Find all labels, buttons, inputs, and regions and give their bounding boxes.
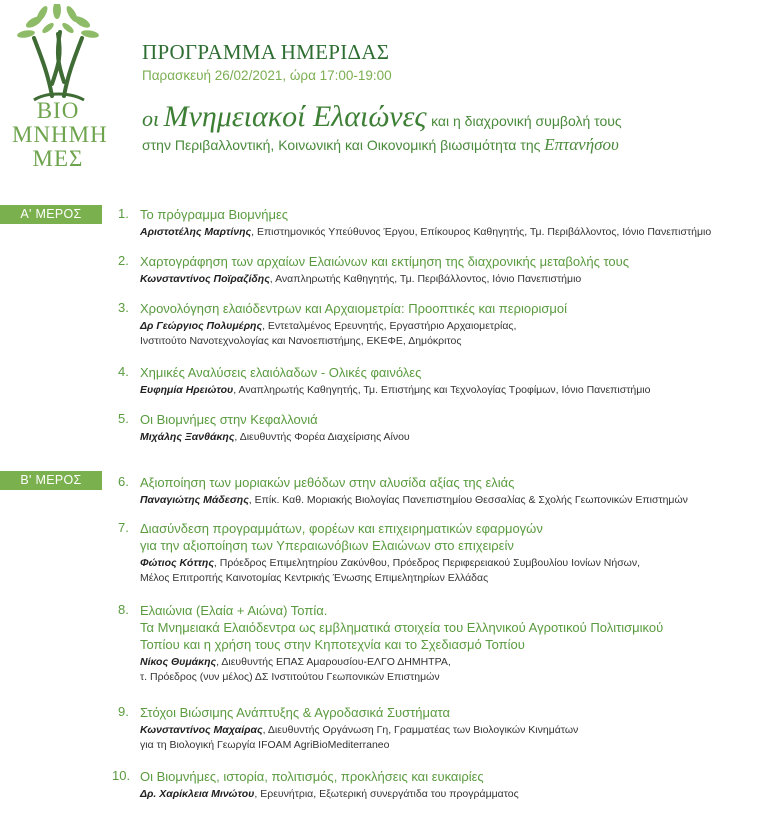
item-speaker: Κωνσταντίνος Μαχαίρας, Διευθυντής Οργάνωση Γη, Γραμματέας των Βιολογικών Κινημάτων για τη Βιολογική Γεωργία IFOAM AgriBioMediterraneo (140, 724, 579, 751)
speaker-role: Διευθυντής ΕΠΑΣ Αμαρουσίου-ΕΛΓΟ ΔΗΜΗΤΡΑ, (221, 656, 451, 668)
speaker-name: Παναγιώτης Μάδεσης (140, 494, 249, 506)
program-item-4 (118, 364, 758, 398)
speaker-role-2: Ινστιτούτο Νανοτεχνολογίας και Νανοεπιστήμης, ΕΚΕΦΕ, Δημόκριτος (140, 335, 462, 347)
speaker-name: Κωνσταντίνος Ποϊραζίδης (140, 273, 270, 285)
speaker-role: Αναπληρωτής Καθηγητής, Τμ. Περιβάλλοντος, Ιόνιο Πανεπιστήμιο (275, 273, 582, 285)
theme-oi: οι (142, 106, 160, 131)
theme-big: Μνημειακοί Ελαιώνες (163, 100, 427, 133)
speaker-role: Επίκ. Καθ. Μοριακής Βιολογίας Πανεπιστημίου Θεσσαλίας & Σχολής Γεωπονικών Επιστημών (254, 494, 688, 506)
item-title: Αξιοποίηση των μοριακών μεθόδων στην αλυσίδα αξίας της ελιάς (140, 475, 515, 490)
item-speaker: Μιχάλης Ξανθάκης, Διευθυντής Φορέα Διαχείρισης Αίνου (140, 431, 410, 443)
item-title: Στόχοι Βιώσιμης Ανάπτυξης & Αγροδασικά Συστήματα (140, 705, 450, 720)
program-item-6 (118, 474, 758, 508)
biomnimes-logo (12, 4, 108, 174)
item-speaker: Ευφημία Ηρειώτου, Αναπληρωτής Καθηγητής, Τμ. Επιστήμης και Τεχνολογίας Τροφίμων, Ιόνιο Πανεπιστήμιο (140, 384, 651, 396)
logo-word-1: ΒΙΟ (36, 98, 80, 123)
item-number: 5. (118, 411, 129, 426)
speaker-role: Επιστημονικός Υπεύθυνος Έργου, Επίκουρος Καθηγητής, Τμ. Περιβάλλοντος, Ιόνιο Πανεπιστήμιο (256, 226, 712, 238)
event-date: Παρασκευή 26/02/2021, ώρα 17:00-19:00 (142, 68, 392, 83)
part-a-tag: Α' ΜΕΡΟΣ (0, 205, 102, 224)
item-number: 3. (118, 300, 129, 315)
item-title: Χαρτογράφηση των αρχαίων Ελαιώνων και εκτίμηση της διαχρονικής μεταβολής τους (140, 254, 630, 269)
logo-word-2: ΜΝΗΜΗ (12, 122, 108, 147)
program-item-2 (118, 253, 758, 287)
item-speaker: Κωνσταντίνος Ποϊραζίδης, Αναπληρωτής Καθηγητής, Τμ. Περιβάλλοντος, Ιόνιο Πανεπιστήμιο (140, 273, 582, 285)
page-title: ΠΡΟΓΡΑΜΜΑ ΗΜΕΡΙΔΑΣ (142, 40, 390, 64)
speaker-role-2: τ. Πρόεδρος (νυν μέλος) ΔΣ Ινστιτούτου Γεωπονικών Επιστημών (140, 671, 440, 683)
speaker-role: Ερευνήτρια, Εξωτερική συνεργάτιδα του προγράμματος (260, 788, 519, 800)
speaker-name: Δρ Γεώργιος Πολυμέρης (140, 320, 263, 332)
event-theme (142, 100, 762, 155)
theme-place: Επτανήσου (544, 135, 619, 154)
program-item-7 (118, 520, 758, 586)
item-speaker: Δρ Γεώργιος Πολυμέρης, Εντεταλμένος Ερευνητής, Εργαστήριο Αρχαιομετρίας, Ινστιτούτο Νανοτεχνολογίας και Νανοεπιστήμης, ΕΚΕΦΕ, Δημόκριτος (140, 320, 517, 347)
program-item-9 (118, 704, 758, 753)
item-speaker: Δρ. Χαρίκλεια Μινώτου, Ερευνήτρια, Εξωτερική συνεργάτιδα του προγράμματος (140, 788, 519, 800)
speaker-role-2: Μέλος Επιτροπής Καινοτομίας Κεντρικής Ένωσης Επιμελητηρίων Ελλάδας (140, 572, 489, 584)
item-number: 6. (118, 474, 129, 489)
item-speaker: Παναγιώτης Μάδεσης, Επίκ. Καθ. Μοριακής Βιολογίας Πανεπιστημίου Θεσσαλίας & Σχολής Γεωπονικών Επιστημών (140, 494, 688, 506)
part-b-tag: Β' ΜΕΡΟΣ (0, 471, 102, 490)
program-item-8 (118, 602, 758, 685)
speaker-name: Μιχάλης Ξανθάκης (140, 431, 235, 443)
item-title: Χημικές Αναλύσεις ελαιόλαδων - Ολικές φαινόλες (140, 365, 422, 380)
item-title: Το πρόγραμμα Βιομνήμες (140, 207, 289, 222)
item-title: Οι Βιομνήμες, ιστορία, πολιτισμός, προκλήσεις και ευκαιρίες (140, 769, 484, 784)
item-number: 2. (118, 253, 129, 268)
speaker-name: Κωνσταντίνος Μαχαίρας (140, 724, 263, 736)
item-title: Οι Βιομνήμες στην Κεφαλλονιά (140, 412, 318, 427)
item-speaker: Φώτιος Κόττης, Πρόεδρος Επιμελητηρίου Ζακύνθου, Πρόεδρος Περιφερειακού Συμβουλίου Ιονίων Νήσων, Μέλος Επιτροπής Καινοτομίας Κεντρικής Ένωσης Επιμελητηρίων Ελλάδας (140, 557, 641, 584)
speaker-role: Αναπληρωτής Καθηγητής, Τμ. Επιστήμης και Τεχνολογίας Τροφίμων, Ιόνιο Πανεπιστήμιο (238, 384, 651, 396)
speaker-name: Δρ. Χαρίκλεια Μινώτου (140, 788, 255, 800)
logo-word-3: ΜΕΣ (32, 146, 84, 171)
item-title (140, 602, 758, 653)
olive-tree-icon (12, 4, 104, 104)
speaker-name: Ευφημία Ηρειώτου (140, 384, 234, 396)
item-title-line-3: Τοπίου και η χρήση τους στην Κηποτεχνία και το Σχεδιασμό Τοπίου (140, 637, 525, 652)
speaker-role-2: για τη Βιολογική Γεωργία IFOAM AgriBioMediterraneo (140, 739, 390, 751)
theme-line2: στην Περιβαλλοντική, Κοινωνική και Οικονομική βιωσιμότητα της (142, 137, 541, 153)
speaker-name: Νίκος Θυμάκης (140, 656, 217, 668)
speaker-role: Εντεταλμένος Ερευνητής, Εργαστήριο Αρχαιομετρίας, (267, 320, 517, 332)
program-item-5 (118, 411, 758, 445)
speaker-name: Αριστοτέλης Μαρτίνης (140, 226, 252, 238)
item-number: 9. (118, 704, 129, 719)
item-speaker: Αριστοτέλης Μαρτίνης, Επιστημονικός Υπεύθυνος Έργου, Επίκουρος Καθηγητής, Τμ. Περιβάλλοντος, Ιόνιο Πανεπιστήμιο (140, 226, 712, 238)
item-title-line-1: Διασύνδεση προγραμμάτων, φορέων και επιχειρηματικών εφαρμογών (140, 521, 543, 536)
item-title-line-2: Τα Μνημειακά Ελαιόδεντρα ως εμβληματικά στοιχεία του Ελληνικού Αγροτικού Πολιτισμικού (140, 620, 664, 635)
speaker-role: Διευθυντής Οργάνωση Γη, Γραμματέας των Βιολογικών Κινημάτων (267, 724, 579, 736)
program-item-10 (112, 768, 758, 802)
header (142, 40, 752, 83)
item-number: 4. (118, 364, 129, 379)
item-speaker: Νίκος Θυμάκης, Διευθυντής ΕΠΑΣ Αμαρουσίου-ΕΛΓΟ ΔΗΜΗΤΡΑ, τ. Πρόεδρος (νυν μέλος) ΔΣ Ινστιτούτου Γεωπονικών Επιστημών (140, 656, 451, 683)
program-item-3 (118, 300, 758, 349)
item-number: 7. (118, 520, 129, 535)
theme-rest: και η διαχρονική συμβολή τους (431, 113, 622, 129)
speaker-name: Φώτιος Κόττης (140, 557, 214, 569)
item-number: 8. (118, 602, 129, 617)
item-title: Χρονολόγηση ελαιόδεντρων και Αρχαιομετρία: Προοπτικές και περιορισμοί (140, 301, 567, 316)
item-number: 10. (112, 768, 131, 783)
speaker-role: Πρόεδρος Επιμελητηρίου Ζακύνθου, Πρόεδρος Περιφερειακού Συμβουλίου Ιονίων Νήσων, (219, 557, 641, 569)
item-number: 1. (118, 206, 129, 221)
item-title (140, 520, 758, 554)
item-title-line-2: για την αξιοποίηση των Υπεραιωνόβιων Ελαιώνων στο επιχειρείν (140, 538, 514, 553)
speaker-role: Διευθυντής Φορέα Διαχείρισης Αίνου (239, 431, 410, 443)
program-item-1 (118, 206, 758, 240)
item-title-line-1: Ελαιώνια (Ελαία + Αιώνα) Τοπία. (140, 603, 328, 618)
